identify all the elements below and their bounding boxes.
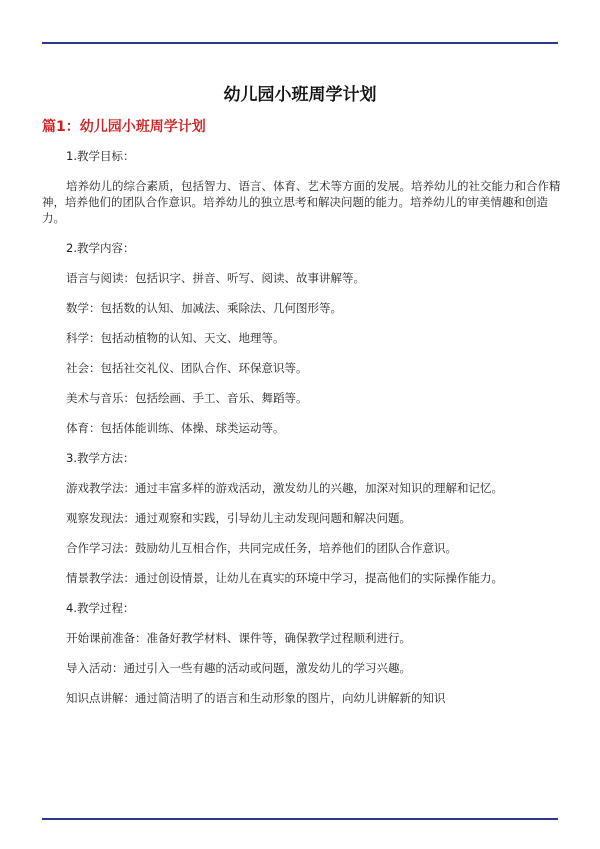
paragraph-methods-heading: 3.教学方法：: [66, 451, 135, 465]
top-rule: [42, 42, 558, 44]
document-body: [42, 148, 562, 720]
document-title: 幼儿园小班周学计划: [223, 85, 377, 105]
paragraph-science: 科学：包括动植物的认知、天文、地理等。: [66, 331, 285, 345]
paragraph-math: 数学：包括数的认知、加减法、乘除法、几何图形等。: [66, 301, 342, 315]
paragraph-intro-activity: 导入活动：通过引入一些有趣的活动或问题，激发幼儿的学习兴趣。: [66, 661, 411, 675]
paragraph-goals: 培养幼儿的综合素质，包括智力、语言、体育、艺术等方面的发展。培养幼儿的社交能力和合作精神，培养他们的团队合作意识。培养幼儿的独立思考和解决问题的能力。培养幼儿的审美情趣和创造力。: [42, 179, 561, 225]
paragraph-content-heading: 2.教学内容：: [66, 241, 135, 255]
paragraph-observe-method: 观察发现法：通过观察和实践，引导幼儿主动发现问题和解决问题。: [66, 511, 411, 525]
paragraph-art-music: 美术与音乐：包括绘画、手工、音乐、舞蹈等。: [66, 391, 308, 405]
bottom-rule: [42, 818, 558, 820]
paragraph-goals-heading: 1.教学目标：: [66, 149, 135, 163]
paragraph-cooperate-method: 合作学习法：鼓励幼儿互相合作，共同完成任务，培养他们的团队合作意识。: [66, 541, 457, 555]
paragraph-game-method: 游戏教学法：通过丰富多样的游戏活动，激发幼儿的兴趣，加深对知识的理解和记忆。: [66, 481, 503, 495]
paragraph-pe: 体育：包括体能训练、体操、球类运动等。: [66, 421, 285, 435]
paragraph-preparation: 开始课前准备：准备好教学材料、课件等，确保教学过程顺利进行。: [66, 631, 411, 645]
section-heading: 篇1：幼儿园小班周学计划: [42, 119, 206, 135]
paragraph-scenario-method: 情景教学法：通过创设情景，让幼儿在真实的环境中学习，提高他们的实际操作能力。: [66, 571, 503, 585]
paragraph-explanation: 知识点讲解：通过简洁明了的语言和生动形象的图片，向幼儿讲解新的知识: [66, 691, 446, 705]
paragraph-process-heading: 4.教学过程：: [66, 601, 135, 615]
paragraph-language: 语言与阅读：包括识字、拼音、听写、阅读、故事讲解等。: [66, 271, 365, 285]
paragraph-society: 社会：包括社交礼仪、团队合作、环保意识等。: [66, 361, 308, 375]
